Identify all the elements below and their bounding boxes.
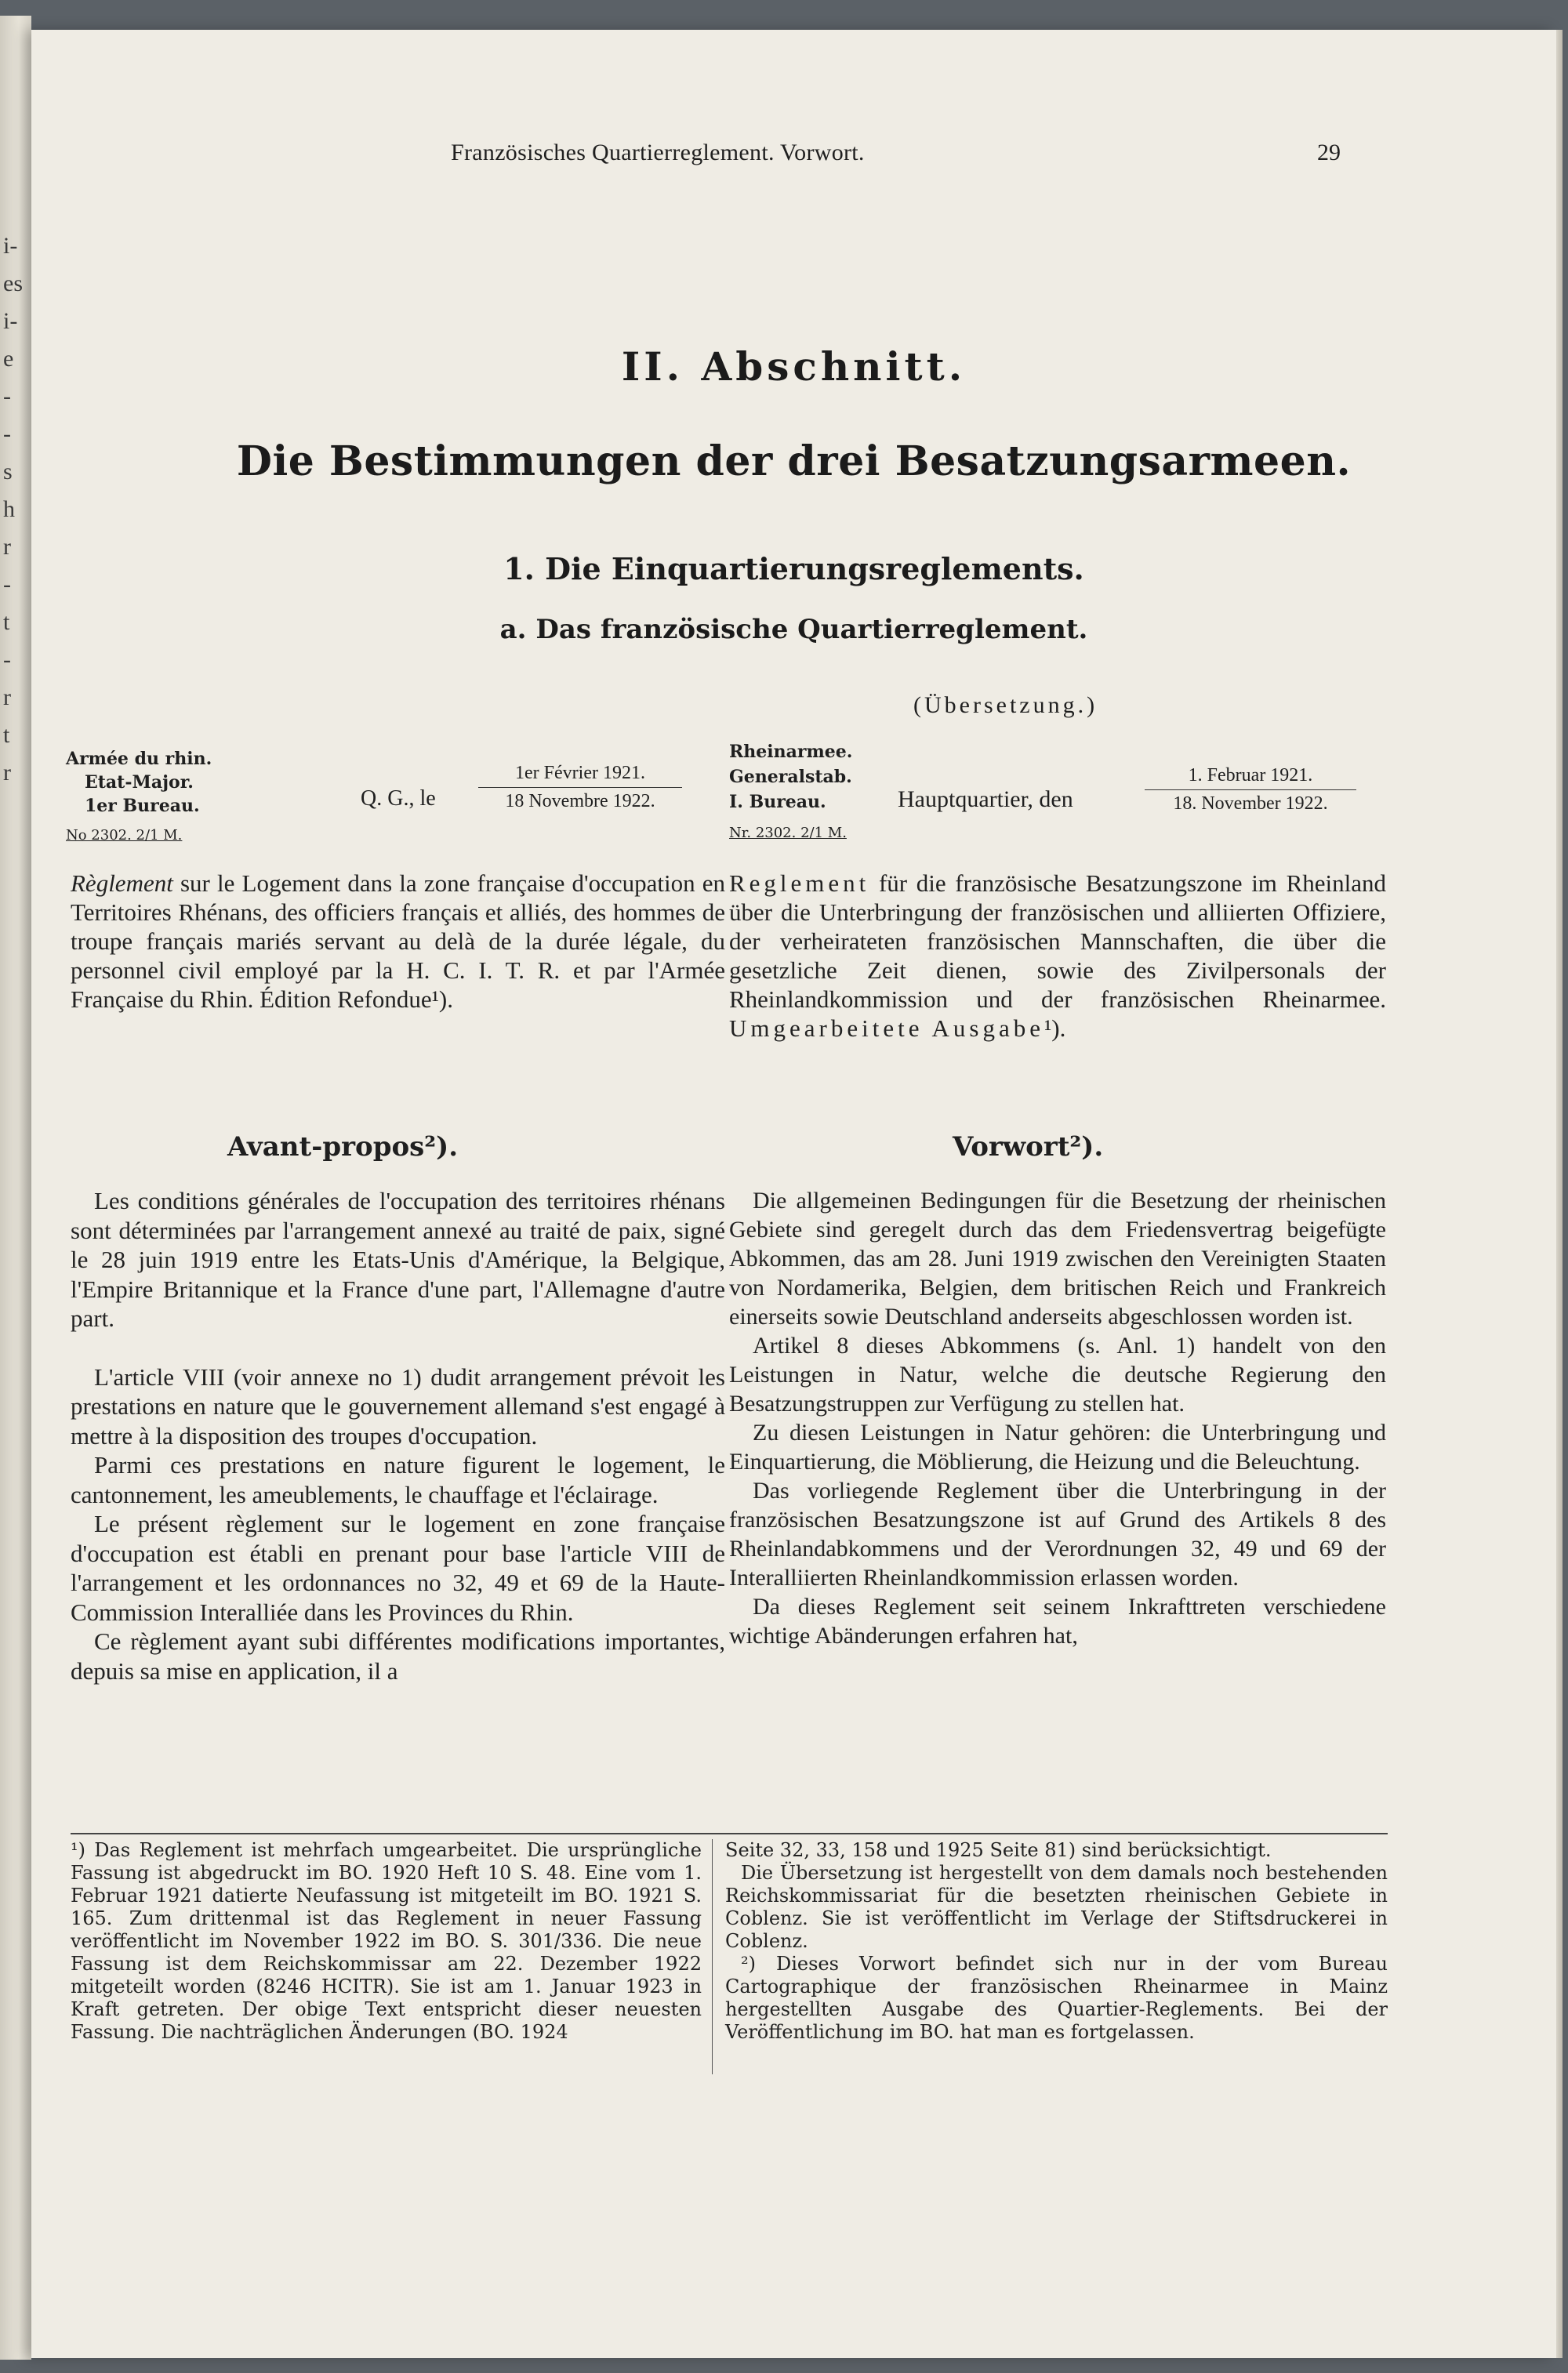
previous-page-edge [0, 16, 31, 2360]
margin-fragment: r [3, 760, 11, 786]
german-paragraph: Das vorliegende Reglement über die Unterbringung in der französischen Besatzungszone ist auf Grund des Artikels 8 des Rheinlandabkommens und der Verordnungen 32, 49 und 69 der Interalliierten Rheinlandkommission erlassen worden. [729, 1478, 1386, 1591]
french-intro-paragraph [71, 869, 725, 1014]
french-intro-lead: Règlement [71, 869, 173, 897]
french-date-bottom: 18 Novembre 1922. [505, 791, 655, 811]
german-paragraph: Da dieses Reglement seit seinem Inkrafttreten verschiedene wichtige Abänderungen erfahren hat, [729, 1594, 1386, 1649]
margin-fragment: r [3, 684, 11, 710]
footnotes-right [725, 1839, 1388, 2044]
subsection-heading: 1. Die Einquartierungsreglements. [503, 551, 1084, 586]
french-paragraph: Ce règlement ayant subi différentes modifications importantes, depuis sa mise en application, il a [71, 1627, 725, 1685]
german-date-fraction [1145, 765, 1356, 815]
margin-fragment: h [3, 496, 15, 522]
running-head: Französisches Quartierreglement. Vorwort. [451, 140, 865, 165]
margin-fragment: t [3, 609, 10, 635]
page-number: 29 [1317, 140, 1341, 165]
margin-fragment: es [3, 270, 23, 296]
german-paragraph: Die allgemeinen Bedingungen für die Besetzung der rheinischen Gebiete sind geregelt durch das dem Friedensvertrag beigefügte Abkommen, das am 28. Juni 1919 zwischen den Vereinigten Staaten von Nordamerika, Belgien, dem britischen Reich und Frankreich einerseits sowie Deutschland anderseits abgeschlossen worden ist. [729, 1188, 1386, 1330]
margin-fragment: - [3, 647, 11, 673]
margin-fragment: r [3, 534, 11, 560]
german-paragraph: Zu diesen Leistungen in Natur gehören: die Unterbringung und Einquartierung, die Möblierung, die Heizung und die Beleuchtung. [729, 1420, 1386, 1475]
footnote-column-divider [712, 1839, 713, 2074]
french-date-fraction [478, 763, 682, 812]
subsubsection-heading: a. Das französische Quartierreglement. [499, 614, 1088, 645]
german-column-body [729, 1186, 1386, 1650]
german-hq-label: Hauptquartier, den [898, 786, 1073, 812]
french-qg-label: Q. G., le [361, 786, 436, 811]
section-number: II. Abschnitt. [621, 343, 967, 390]
french-army-line: Armée du rhin. [66, 749, 212, 769]
german-paragraph: Artikel 8 dieses Abkommens (s. Anl. 1) handelt von den Leistungen in Natur, welche die deutsche Regierung den Besatzungstruppen zur Verfügung zu stellen hat. [729, 1333, 1386, 1417]
german-intro-footnote-ref: ¹). [1044, 1014, 1066, 1042]
german-army-line: Rheinarmee. [729, 742, 853, 762]
french-intro-text: sur le Logement dans la zone française d'occupation en Territoires Rhénans, des officiers français et alliés, des hommes de troupe français mariés servant au delà de la durée légale, du personnel civil employé par la H. C. I. T. R. et par l'Armée Française du Rhin. Édition Refondue¹). [71, 869, 725, 1013]
margin-fragment: i- [3, 233, 18, 259]
previous-page-margin-text [3, 227, 22, 792]
french-date-top: 1er Février 1921. [478, 763, 682, 788]
margin-fragment: - [3, 383, 11, 409]
french-column-body [71, 1186, 725, 1685]
german-intro-paragraph [729, 869, 1386, 1043]
german-header-block [729, 739, 852, 846]
german-column-heading: Vorwort²). [953, 1131, 1104, 1163]
french-column-heading: Avant-propos²). [227, 1131, 459, 1163]
footnote: ¹) Das Reglement ist mehrfach umgearbeitet. Die ursprüngliche Fassung ist abgedruckt im BO. 1920 Heft 10 S. 48. Eine vom 1. Februar 1921 datierte Neufassung ist mitgeteilt im BO. 1921 S. 165. Zum drittenmal ist das Reglement in neuer Fassung veröffentlicht im November 1922 im BO. S. 301/336. Die neue Fassung ist dem Reichskommissar am 22. Dezember 1922 mitgeteilt worden (8246 HCITR). Sie ist am 1. Januar 1923 in Kraft getreten. Der obige Text entspricht dieser neuesten Fassung. Die nachträglichen Änderungen (BO. 1924 [71, 1839, 702, 2043]
german-staff-line: Generalstab. [729, 767, 852, 787]
german-date-top: 1. Februar 1921. [1145, 765, 1356, 790]
german-document-number: Nr. 2302. 2/1 M. [729, 825, 847, 841]
margin-fragment: - [3, 421, 11, 447]
german-date-bottom: 18. November 1922. [1173, 793, 1328, 814]
footnote: Die Übersetzung ist hergestellt von dem damals noch bestehenden Reichskommissariat für die besetzten rheinischen Gebiete in Coblenz. Sie ist veröffentlicht im Verlage der Stiftsdruckerei in Coblenz. [725, 1862, 1388, 1952]
margin-fragment: t [3, 722, 10, 748]
french-paragraph: L'article VIII (voir annexe no 1) dudit arrangement prévoit les prestations en nature que le gouvernement allemand s'est engagé à mettre à la disposition des troupes d'occupation. [71, 1362, 725, 1450]
footnote: Seite 32, 33, 158 und 1925 Seite 81) sind berücksichtigt. [725, 1839, 1272, 1861]
margin-fragment: i- [3, 308, 18, 334]
margin-fragment: e [3, 346, 14, 372]
page-edge [1556, 30, 1563, 2358]
french-header-block [66, 747, 212, 847]
french-bureau-line: 1er Bureau. [85, 796, 200, 816]
translation-note: (Übersetzung.) [913, 692, 1098, 718]
french-paragraph: Parmi ces prestations en nature figurent le logement, le cantonnement, les ameublements, le chauffage et l'éclairage. [71, 1451, 725, 1508]
footnote-rule [71, 1833, 1388, 1834]
french-document-number: No 2302. 2/1 M. [66, 827, 183, 844]
german-bureau-line: I. Bureau. [729, 792, 826, 812]
section-title: Die Bestimmungen der drei Besatzungsarmeen. [236, 437, 1352, 485]
french-paragraph: Le présent règlement sur le logement en zone française d'occupation est établi en prenant pour base l'article VIII de l'arrangement et les ordonnances no 32, 49 et 69 de la Haute-Commission Interalliée dans les Provinces du Rhin. [71, 1510, 725, 1626]
margin-fragment: s [3, 459, 13, 484]
french-staff-line: Etat-Major. [85, 772, 194, 793]
german-intro-lead: Reglement [729, 869, 870, 897]
document-page [31, 30, 1556, 2358]
french-paragraph: Les conditions générales de l'occupation des territoires rhénans sont déterminées par l'arrangement annexé au traité de paix, signé le 28 juin 1919 entre les Etats-Unis d'Amérique, la Belgique, l'Empire Britannique et la France d'une part, l'Allemagne d'autre part. [71, 1187, 725, 1332]
margin-fragment: - [3, 571, 11, 597]
footnotes-left [71, 1839, 702, 2044]
german-intro-tail: Umgearbeitete Ausgabe [729, 1014, 1044, 1042]
footnote: ²) Dieses Vorwort befindet sich nur in der vom Bureau Cartographique der französischen Rheinarmee in Mainz hergestellten Ausgabe des Quartier-Reglements. Bei der Veröffentlichung im BO. hat man es fortgelassen. [725, 1953, 1388, 2043]
german-intro-text: für die französische Besatzungszone im Rheinland über die Unterbringung der französischen und alliierten Offiziere, der verheirateten französischen Mannschaften, die über die gesetzliche Zeit dienen, sowie des Zivilpersonals der Rheinlandkommission und der französischen Rheinarmee. [729, 869, 1386, 1013]
